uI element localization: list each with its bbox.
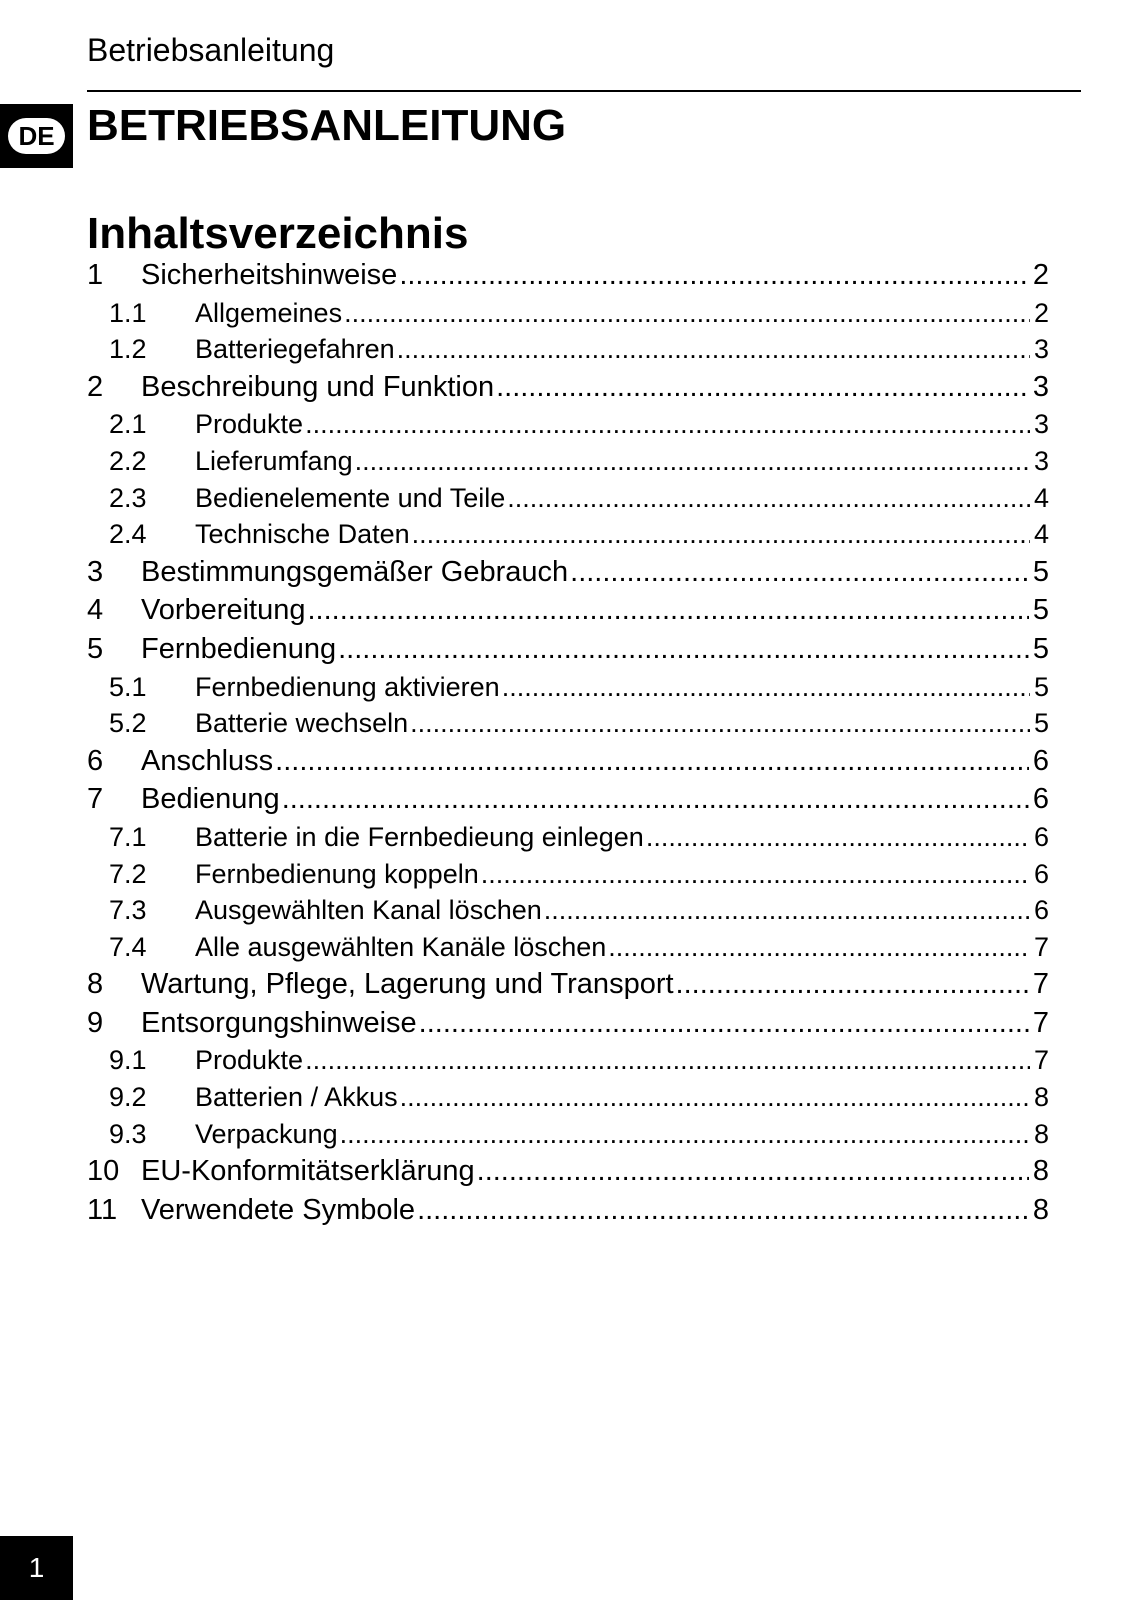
toc-entry-number: 5.1 (109, 671, 147, 702)
toc-dot-leader (608, 929, 1030, 965)
toc-entry-title: Fernbedienung (141, 632, 337, 665)
toc-entry-page: 3 (1033, 445, 1049, 476)
toc-entry-title: Entsorgungshinweise (141, 1006, 417, 1039)
toc-entry[interactable] (87, 368, 1049, 407)
page-title: BETRIEBSANLEITUNG (87, 101, 567, 150)
toc-dot-leader (417, 1191, 1029, 1229)
toc-dot-leader (338, 630, 1029, 668)
toc-entry-page: 5 (1032, 632, 1049, 665)
toc-entry[interactable] (87, 705, 1049, 742)
toc-entry-number: 2 (87, 370, 104, 403)
toc-entry-page: 8 (1033, 1118, 1049, 1149)
toc-dot-leader (481, 856, 1030, 892)
toc-dot-leader (355, 443, 1030, 479)
toc-dot-leader (544, 892, 1030, 928)
toc-dot-leader (307, 591, 1028, 629)
toc-dot-leader (477, 1152, 1029, 1190)
toc-entry-page: 7 (1033, 1045, 1049, 1076)
toc-dot-leader (400, 1079, 1030, 1115)
toc-entry-page: 8 (1032, 1155, 1049, 1188)
toc-entry-title: Batterien / Akkus (195, 1082, 398, 1113)
toc-entry[interactable] (87, 819, 1049, 856)
toc-dot-leader (502, 669, 1030, 705)
running-header: Betriebsanleitung (87, 32, 335, 68)
toc-entry-number: 1.1 (109, 297, 147, 328)
toc-entry-number: 3 (87, 555, 104, 588)
toc-entry-title: Wartung, Pflege, Lagerung und Transport (141, 968, 674, 1001)
toc-entry-number: 2.1 (109, 409, 147, 440)
page-number: 1 (0, 1536, 73, 1600)
toc-entry[interactable] (87, 1042, 1049, 1079)
toc-entry-title: Batterie wechseln (195, 708, 409, 739)
toc-dot-leader (507, 480, 1030, 516)
toc-entry-page: 6 (1032, 783, 1049, 816)
toc-entry-title: Batteriegefahren (195, 334, 395, 365)
toc-entry[interactable] (87, 443, 1049, 480)
toc-entry-title: Bestimmungsgemäßer Gebrauch (141, 555, 569, 588)
toc-dot-leader (496, 368, 1029, 406)
toc-entry-page: 2 (1033, 297, 1049, 328)
toc-entry-title: Fernbedienung aktivieren (195, 671, 500, 702)
toc-entry-number: 11 (87, 1193, 118, 1226)
toc-entry-title: Lieferumfang (195, 445, 353, 476)
table-of-contents (87, 256, 1049, 1229)
toc-entry[interactable] (87, 516, 1049, 553)
toc-entry[interactable] (87, 1116, 1049, 1153)
toc-entry-number: 1 (87, 259, 104, 291)
toc-entry[interactable] (87, 669, 1049, 706)
toc-entry-title: Produkte (195, 409, 304, 440)
toc-dot-leader (305, 406, 1030, 442)
toc-entry-title: Anschluss (141, 744, 274, 777)
toc-entry-title: Verpackung (195, 1118, 338, 1149)
toc-entry-number: 8 (87, 968, 104, 1001)
toc-entry-page: 6 (1032, 744, 1049, 777)
toc-entry-number: 2.2 (109, 445, 147, 476)
toc-entry-number: 7.2 (109, 858, 147, 889)
toc-dot-leader (646, 819, 1030, 855)
toc-entry[interactable] (87, 591, 1049, 630)
toc-entry[interactable] (87, 742, 1049, 781)
toc-dot-leader (399, 256, 1029, 294)
toc-entry-number: 9 (87, 1006, 104, 1039)
toc-entry-number: 9.2 (109, 1082, 147, 1113)
toc-dot-leader (282, 780, 1029, 818)
toc-entry[interactable] (87, 331, 1049, 368)
toc-entry[interactable] (87, 1152, 1049, 1191)
toc-entry-number: 7.4 (109, 931, 147, 962)
toc-entry[interactable] (87, 295, 1049, 332)
toc-entry-title: Technische Daten (195, 519, 410, 550)
toc-entry-number: 7.3 (109, 895, 147, 926)
toc-entry-title: Bedienelemente und Teile (195, 482, 506, 513)
toc-entry[interactable] (87, 965, 1049, 1004)
toc-dot-leader (676, 965, 1029, 1003)
toc-entry-page: 3 (1033, 409, 1049, 440)
toc-entry-number: 7.1 (109, 821, 147, 852)
toc-entry-page: 5 (1033, 708, 1049, 739)
toc-dot-leader (410, 705, 1030, 741)
toc-entry-page: 7 (1032, 968, 1049, 1001)
toc-entry-number: 9.3 (109, 1118, 147, 1149)
toc-entry[interactable] (87, 406, 1049, 443)
toc-entry[interactable] (87, 480, 1049, 517)
toc-heading: Inhaltsverzeichnis (87, 209, 469, 258)
toc-entry-page: 3 (1032, 370, 1049, 403)
toc-entry[interactable] (87, 892, 1049, 929)
toc-entry[interactable] (87, 553, 1049, 592)
language-tab (0, 104, 73, 168)
toc-entry-number: 5 (87, 632, 104, 665)
toc-dot-leader (305, 1042, 1030, 1078)
toc-dot-leader (340, 1116, 1030, 1152)
toc-entry-title: Sicherheitshinweise (141, 259, 398, 291)
toc-entry-page: 7 (1032, 1006, 1049, 1039)
toc-entry-page: 6 (1033, 821, 1049, 852)
toc-entry-title: Fernbedienung koppeln (195, 858, 479, 889)
toc-entry[interactable] (87, 780, 1049, 819)
toc-entry-number: 10 (87, 1155, 120, 1188)
toc-entry-page: 8 (1033, 1082, 1049, 1113)
toc-entry[interactable] (87, 1004, 1049, 1043)
toc-entry-title: Produkte (195, 1045, 304, 1076)
toc-entry-page: 4 (1033, 482, 1049, 513)
toc-entry-title: Allgemeines (195, 297, 343, 328)
toc-entry-page: 6 (1033, 895, 1049, 926)
toc-entry[interactable] (87, 630, 1049, 669)
toc-entry-title: Verwendete Symbole (141, 1193, 416, 1226)
toc-entry-number: 4 (87, 594, 104, 627)
toc-entry-page: 5 (1032, 555, 1049, 588)
toc-entry-page: 4 (1033, 519, 1049, 550)
toc-dot-leader (570, 553, 1029, 591)
toc-entry-number: 2.4 (109, 519, 147, 550)
toc-entry[interactable] (87, 1079, 1049, 1116)
header-divider (87, 90, 1081, 92)
toc-entry-title: Batterie in die Fernbedieung einlegen (195, 821, 644, 852)
toc-entry-page: 5 (1033, 671, 1049, 702)
toc-dot-leader (412, 516, 1030, 552)
toc-entry-page: 7 (1033, 931, 1049, 962)
toc-entry-number: 1.2 (109, 334, 147, 365)
toc-entry[interactable] (87, 856, 1049, 893)
toc-dot-leader (419, 1004, 1029, 1042)
toc-dot-leader (397, 331, 1030, 367)
toc-entry-page: 2 (1032, 259, 1049, 291)
toc-entry-title: Ausgewählten Kanal löschen (195, 895, 542, 926)
toc-entry-page: 6 (1033, 858, 1049, 889)
toc-entry[interactable] (87, 929, 1049, 966)
toc-entry-title: EU-Konformitätserklärung (141, 1155, 475, 1188)
toc-entry-number: 5.2 (109, 708, 147, 739)
toc-entry-number: 9.1 (109, 1045, 147, 1076)
toc-entry-title: Vorbereitung (141, 594, 306, 627)
toc-entry-title: Alle ausgewählten Kanäle löschen (195, 931, 607, 962)
toc-entry-title: Beschreibung und Funktion (141, 370, 495, 403)
toc-entry[interactable] (87, 1191, 1049, 1230)
language-badge: DE (8, 118, 65, 154)
toc-dot-leader (344, 295, 1030, 331)
toc-entry-number: 7 (87, 783, 104, 816)
toc-entry-number: 2.3 (109, 482, 147, 513)
toc-entry-title: Bedienung (141, 783, 280, 816)
toc-entry-page: 3 (1033, 334, 1049, 365)
toc-entry-number: 6 (87, 744, 104, 777)
toc-entry[interactable] (87, 256, 1049, 295)
toc-entry-page: 5 (1032, 594, 1049, 627)
toc-dot-leader (275, 742, 1029, 780)
toc-entry-page: 8 (1032, 1193, 1049, 1226)
